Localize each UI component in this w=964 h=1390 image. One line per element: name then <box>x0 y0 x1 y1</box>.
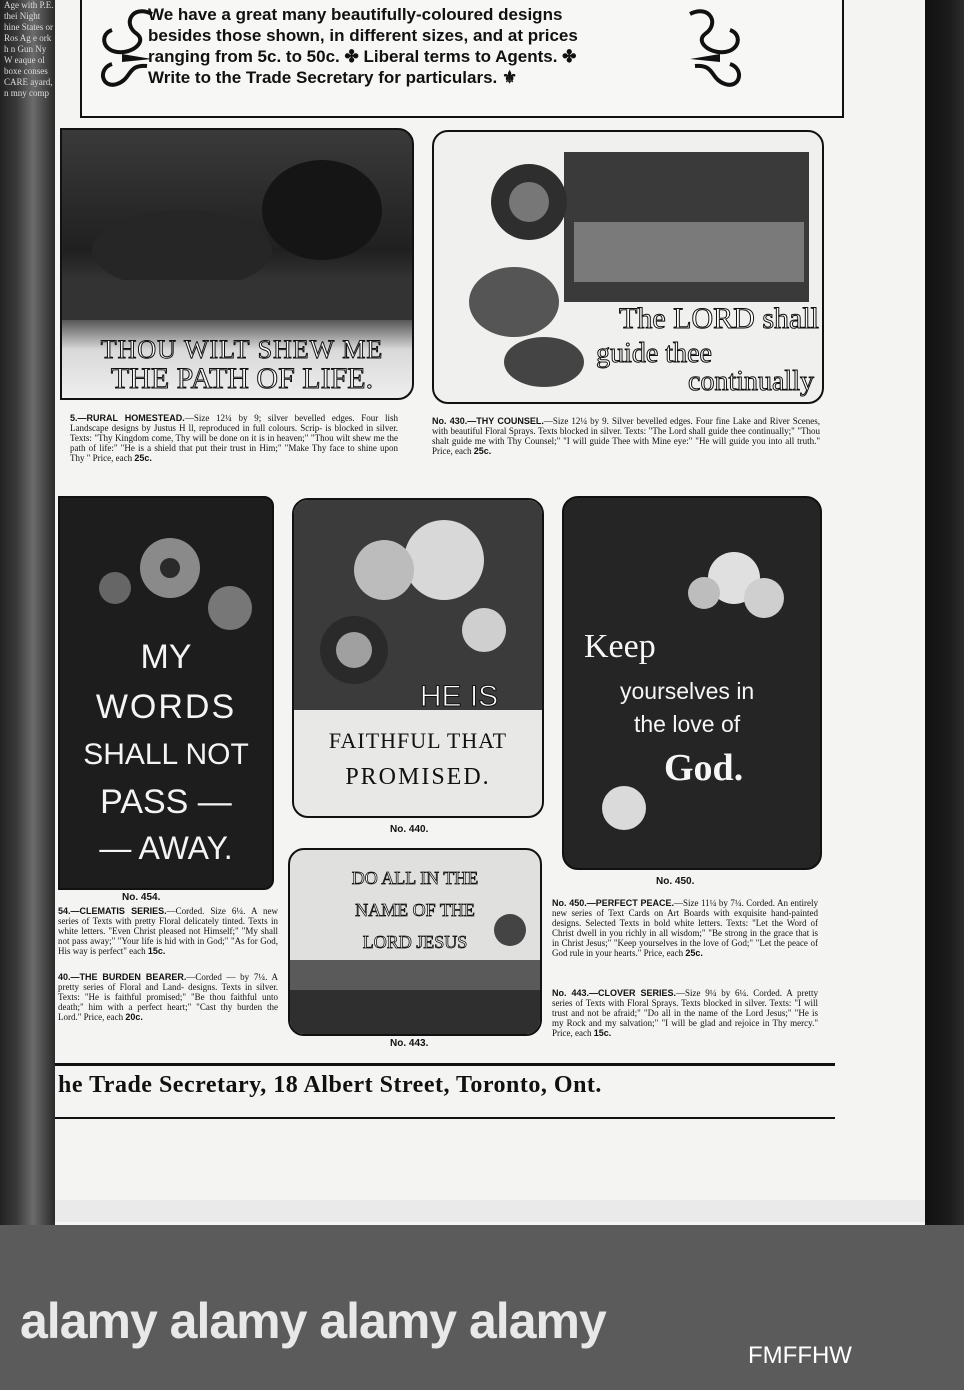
bottom-margin <box>55 1200 925 1222</box>
footer-rule-bottom <box>55 1117 835 1119</box>
card-rural-homestead <box>60 128 414 400</box>
art-text-line2: FAITHFUL THAT <box>328 728 508 753</box>
art-text-line1: Keep <box>584 628 656 665</box>
caption-title: 5.—RURAL HOMESTEAD. <box>70 413 185 423</box>
caption-body: —Size 9¼ by 6¼. Corded. A pretty series of Texts with Floral Sprays. Texts blocked in silver. Texts: "I will trust and not be afraid;" "Do all in the name of the Lord Jesus;" "He is my Rock and my salvation;" "I will be glad and rejoice in Thy mercy." Price, each <box>552 988 818 1038</box>
art-text-line3: continually <box>688 366 814 397</box>
art-text-line1: DO ALL IN THE <box>351 868 479 888</box>
left-page-fragments: Age with P.E. thei Night hine States or Ros Ag e ork h n Gun Ny W eaque ol boxe conses CARE ayard, n mny comp <box>4 0 54 98</box>
art-text-line3: LORD JESUS <box>362 932 468 952</box>
caption-body: —Corded — by 7¼. A pretty series of Floral and Land- designs. Texts in silver. Texts: "He is faithful promised;" "Be thou faithful unto death;" him with a perfect heart;" "Cast thy burden the Lord." Price, each <box>58 972 278 1022</box>
right-scroll-ornament-icon <box>684 4 750 104</box>
item-number-440: No. 440. <box>390 824 429 835</box>
art-text-line1: HE IS <box>419 680 499 713</box>
item-number-454: No. 454. <box>122 892 161 903</box>
card-thy-counsel <box>432 130 824 404</box>
art-text-line1: MY <box>140 638 192 676</box>
card-he-is-faithful <box>292 498 544 818</box>
caption-price: 20c. <box>125 1012 143 1022</box>
stock-image-id: FMFFHW <box>748 1342 852 1369</box>
card-keep-yourselves <box>562 496 822 870</box>
card-my-words <box>58 496 274 890</box>
caption-title: No. 430.—THY COUNSEL. <box>432 416 544 426</box>
caption-price: 15c. <box>593 1028 612 1038</box>
art-text-line4: God. <box>664 747 744 789</box>
art-text-line4: PASS — <box>100 783 232 821</box>
art-text-line2: WORDS <box>95 688 237 726</box>
caption-perfect-peace <box>552 898 818 958</box>
caption-rural-homestead <box>70 413 398 463</box>
caption-body: —Corded. Size 6¼. A new series of Texts with pretty Floral delicately tinted. Texts in white letters. "Even Christ pleased not Himself;" "My shall not pass away;" "Your life is hid with in God;" "As for God, His way is perfect" each <box>58 906 278 956</box>
art-text-line1: THOU WILT SHEW ME <box>100 335 384 364</box>
caption-thy-counsel <box>432 416 820 456</box>
caption-title: No. 443.—CLOVER SERIES. <box>552 988 677 998</box>
caption-clematis-series <box>58 906 278 956</box>
art-text-line2: guide thee <box>596 338 712 369</box>
art-text-line2: THE PATH OF LIFE. <box>110 362 374 395</box>
item-number-450: No. 450. <box>656 876 695 887</box>
art-text-line3: the love of <box>634 711 741 737</box>
right-page-edge <box>925 0 964 1232</box>
caption-burden-bearer <box>58 972 278 1022</box>
caption-price: 15c. <box>147 946 166 956</box>
caption-body: —Size 12¼ by 9. Silver bevelled edges. Four fine Lake and River Scenes, with beautiful Floral Sprays. Texts blocked in silver. Texts: "The Lord shall guide thee continually;" "Thou shalt guide me with Thy Counsel;" "I will guide Thee with Mine eye:" "He will guide you into all truth." Price, each <box>432 416 820 456</box>
art-text-line5: — AWAY. <box>99 830 233 866</box>
card-do-all <box>288 848 542 1036</box>
art-text-line3: PROMISED. <box>345 764 491 790</box>
stock-watermark: alamy alamy alamy alamy <box>20 1293 606 1349</box>
caption-body: —Size 12¼ by 9; silver bevelled edges. Four lish Landscape designs by Justus H ll, reproduced in full colours. Scrip- is blocked in silver. Texts: "Thy Kingdom come, Thy will be done on it is in heaven;" "Thou wilt shew me the path of life:" "He is a shield that put their trust in Him;" "Make Thy face to shine upon Thy " Price, each <box>70 413 398 463</box>
footer-address: he Trade Secretary, 18 Albert Street, Toronto, Ont. <box>58 1072 602 1098</box>
footer-rule-top <box>55 1063 835 1066</box>
caption-price: 25c. <box>685 948 703 958</box>
item-number-443: No. 443. <box>390 1038 429 1049</box>
caption-title: 40.—THE BURDEN BEARER. <box>58 972 187 982</box>
art-text-line2: NAME OF THE <box>355 900 475 920</box>
caption-title: 54.—CLEMATIS SERIES. <box>58 906 167 916</box>
caption-title: No. 450.—PERFECT PEACE. <box>552 898 674 908</box>
caption-price: 25c. <box>134 453 152 463</box>
caption-clover-series <box>552 988 818 1038</box>
art-text-line1: The LORD shall <box>619 302 819 335</box>
art-text-line3: SHALL NOT <box>83 738 249 771</box>
art-text-line2: yourselves in <box>620 678 755 704</box>
caption-price: 25c. <box>473 446 492 456</box>
caption-body: —Size 11¼ by 7¼. Corded. An entirely new series of Text Cards on Art Boards with exquisite hand-painted designs. Selected Texts in bold white letters. Texts: "Let the Word of Christ dwell in you richly in all wisdom;" "Be strong in the grace that is in Christ Jesus;" "Keep yourselves in the love of God;" "Let the peace of God rule in your hearts." Price, each <box>552 898 818 958</box>
header-announcement: We have a great many beautifully-coloured designs besides those shown, in different sizes, and at prices ranging from 5c. to 50c. ✤ Liberal terms to Agents. ✤ Write to the Trade Secretary for particulars. ⚜ <box>148 5 578 87</box>
